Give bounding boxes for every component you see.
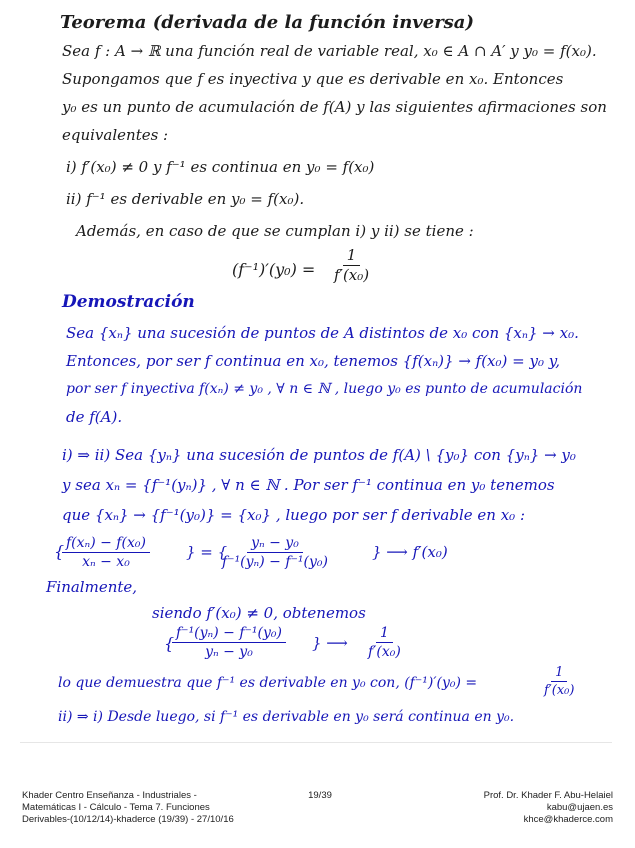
quotient-2-numerator: yₙ − y₀ <box>247 536 303 553</box>
proof-line-2: Entonces, por ser f continua en x₀, tenemos {f(xₙ)} → f(x₀) = y₀ y, <box>66 352 560 370</box>
formula-numerator: 1 <box>343 248 361 266</box>
proof-line-4: de f(A). <box>66 408 123 426</box>
hypothesis-line-2: Supongamos que f es inyectiva y que es derivable en x₀. Entonces <box>62 70 564 88</box>
proof-line-11: lo que demuestra que f⁻¹ es derivable en y₀ con, (f⁻¹)′(y₀) = <box>58 675 478 691</box>
formula-lhs: (f⁻¹)′(y₀) = <box>232 260 316 279</box>
quotient-equals: } = { <box>186 543 228 561</box>
theorem-title: Teorema (derivada de la función inversa) <box>60 12 474 33</box>
inverse-limit-arrow: } ⟶ <box>312 634 348 652</box>
inverse-limit-denominator: f′(x₀) <box>368 644 401 660</box>
footer-page-number: 19/39 <box>308 790 332 801</box>
proof-line-3: por ser f inyectiva f(xₙ) ≠ y₀ , ∀ n ∈ ℕ , luego y₀ es punto de acumulación <box>66 381 583 397</box>
footer-email-2[interactable]: khce@khaderce.com <box>523 814 613 825</box>
footer-email-1[interactable]: kabu@ujaen.es <box>546 802 613 813</box>
conclusion-numerator: 1 <box>551 666 567 682</box>
inverse-quotient-fraction <box>172 626 286 659</box>
footer-left <box>22 790 234 826</box>
ademas-line: Además, en caso de que se cumplan i) y ii) se tiene : <box>76 222 474 240</box>
footer-right <box>484 790 613 826</box>
hypothesis-line-4: equivalentes : <box>62 126 169 144</box>
footer-left-line-1: Khader Centro Enseñanza - Industriales - <box>22 790 197 801</box>
proof-heading: Demostración <box>62 292 195 312</box>
quotient-1-numerator: f(xₙ) − f(x₀) <box>62 536 150 553</box>
condition-i: i) f′(x₀) ≠ 0 y f⁻¹ es continua en y₀ = f(x₀) <box>66 158 375 176</box>
proof-line-1: Sea {xₙ} una sucesión de puntos de A distintos de x₀ con {xₙ} → x₀. <box>66 324 579 342</box>
finalmente: Finalmente, <box>46 578 138 596</box>
quotient-2-denominator: f⁻¹(yₙ) − f⁻¹(y₀) <box>222 554 328 570</box>
hypothesis-line-3: y₀ es un punto de acumulación de f(A) y las siguientes afirmaciones son <box>62 98 607 116</box>
inverse-limit-numerator: 1 <box>376 626 393 643</box>
inverse-quotient-numerator: f⁻¹(yₙ) − f⁻¹(y₀) <box>172 626 286 643</box>
quotient-fraction-1 <box>62 536 150 569</box>
footer-left-line-3: Derivables-(10/12/14)-khaderce (19/39) - 27/10/16 <box>22 814 234 825</box>
conclusion-fraction <box>540 666 578 697</box>
quotient-1-denominator: xₙ − x₀ <box>82 554 130 570</box>
formula-fraction <box>330 248 373 283</box>
quotient-open-brace: { <box>54 542 65 561</box>
inverse-quotient-denominator: yₙ − y₀ <box>205 644 253 660</box>
conclusion-denominator: f′(x₀) <box>544 683 575 698</box>
formula-denominator: f′(x₀) <box>334 266 370 284</box>
hypothesis-line-1: Sea f : A → ℝ una función real de variable real, x₀ ∈ A ∩ A′ y y₀ = f(x₀). <box>62 42 597 60</box>
proof-line-9: siendo f′(x₀) ≠ 0, obtenemos <box>152 604 366 622</box>
proof-line-7: que {xₙ} → {f⁻¹(y₀)} = {x₀} , luego por ser f derivable en x₀ : <box>62 506 526 524</box>
footer-author: Prof. Dr. Khader F. Abu-Helaiel <box>483 790 613 801</box>
inverse-limit-value <box>364 626 405 659</box>
condition-ii: ii) f⁻¹ es derivable en y₀ = f(x₀). <box>66 190 305 208</box>
inverse-open-brace: { <box>164 634 175 653</box>
quotient-limit: } ⟶ f′(x₀) <box>372 543 448 561</box>
quotient-fraction-2 <box>218 536 332 569</box>
proof-line-6: y sea xₙ = {f⁻¹(yₙ)} , ∀ n ∈ ℕ . Por ser f⁻¹ continua en y₀ tenemos <box>62 476 555 494</box>
footer-left-line-2: Matemáticas I - Cálculo - Tema 7. Funciones <box>22 802 210 813</box>
proof-line-12: ii) ⇒ i) Desde luego, si f⁻¹ es derivable en y₀ será continua en y₀. <box>58 709 515 725</box>
proof-line-5: i) ⇒ ii) Sea {yₙ} una sucesión de puntos de f(A) \ {y₀} con {yₙ} → y₀ <box>62 446 576 464</box>
